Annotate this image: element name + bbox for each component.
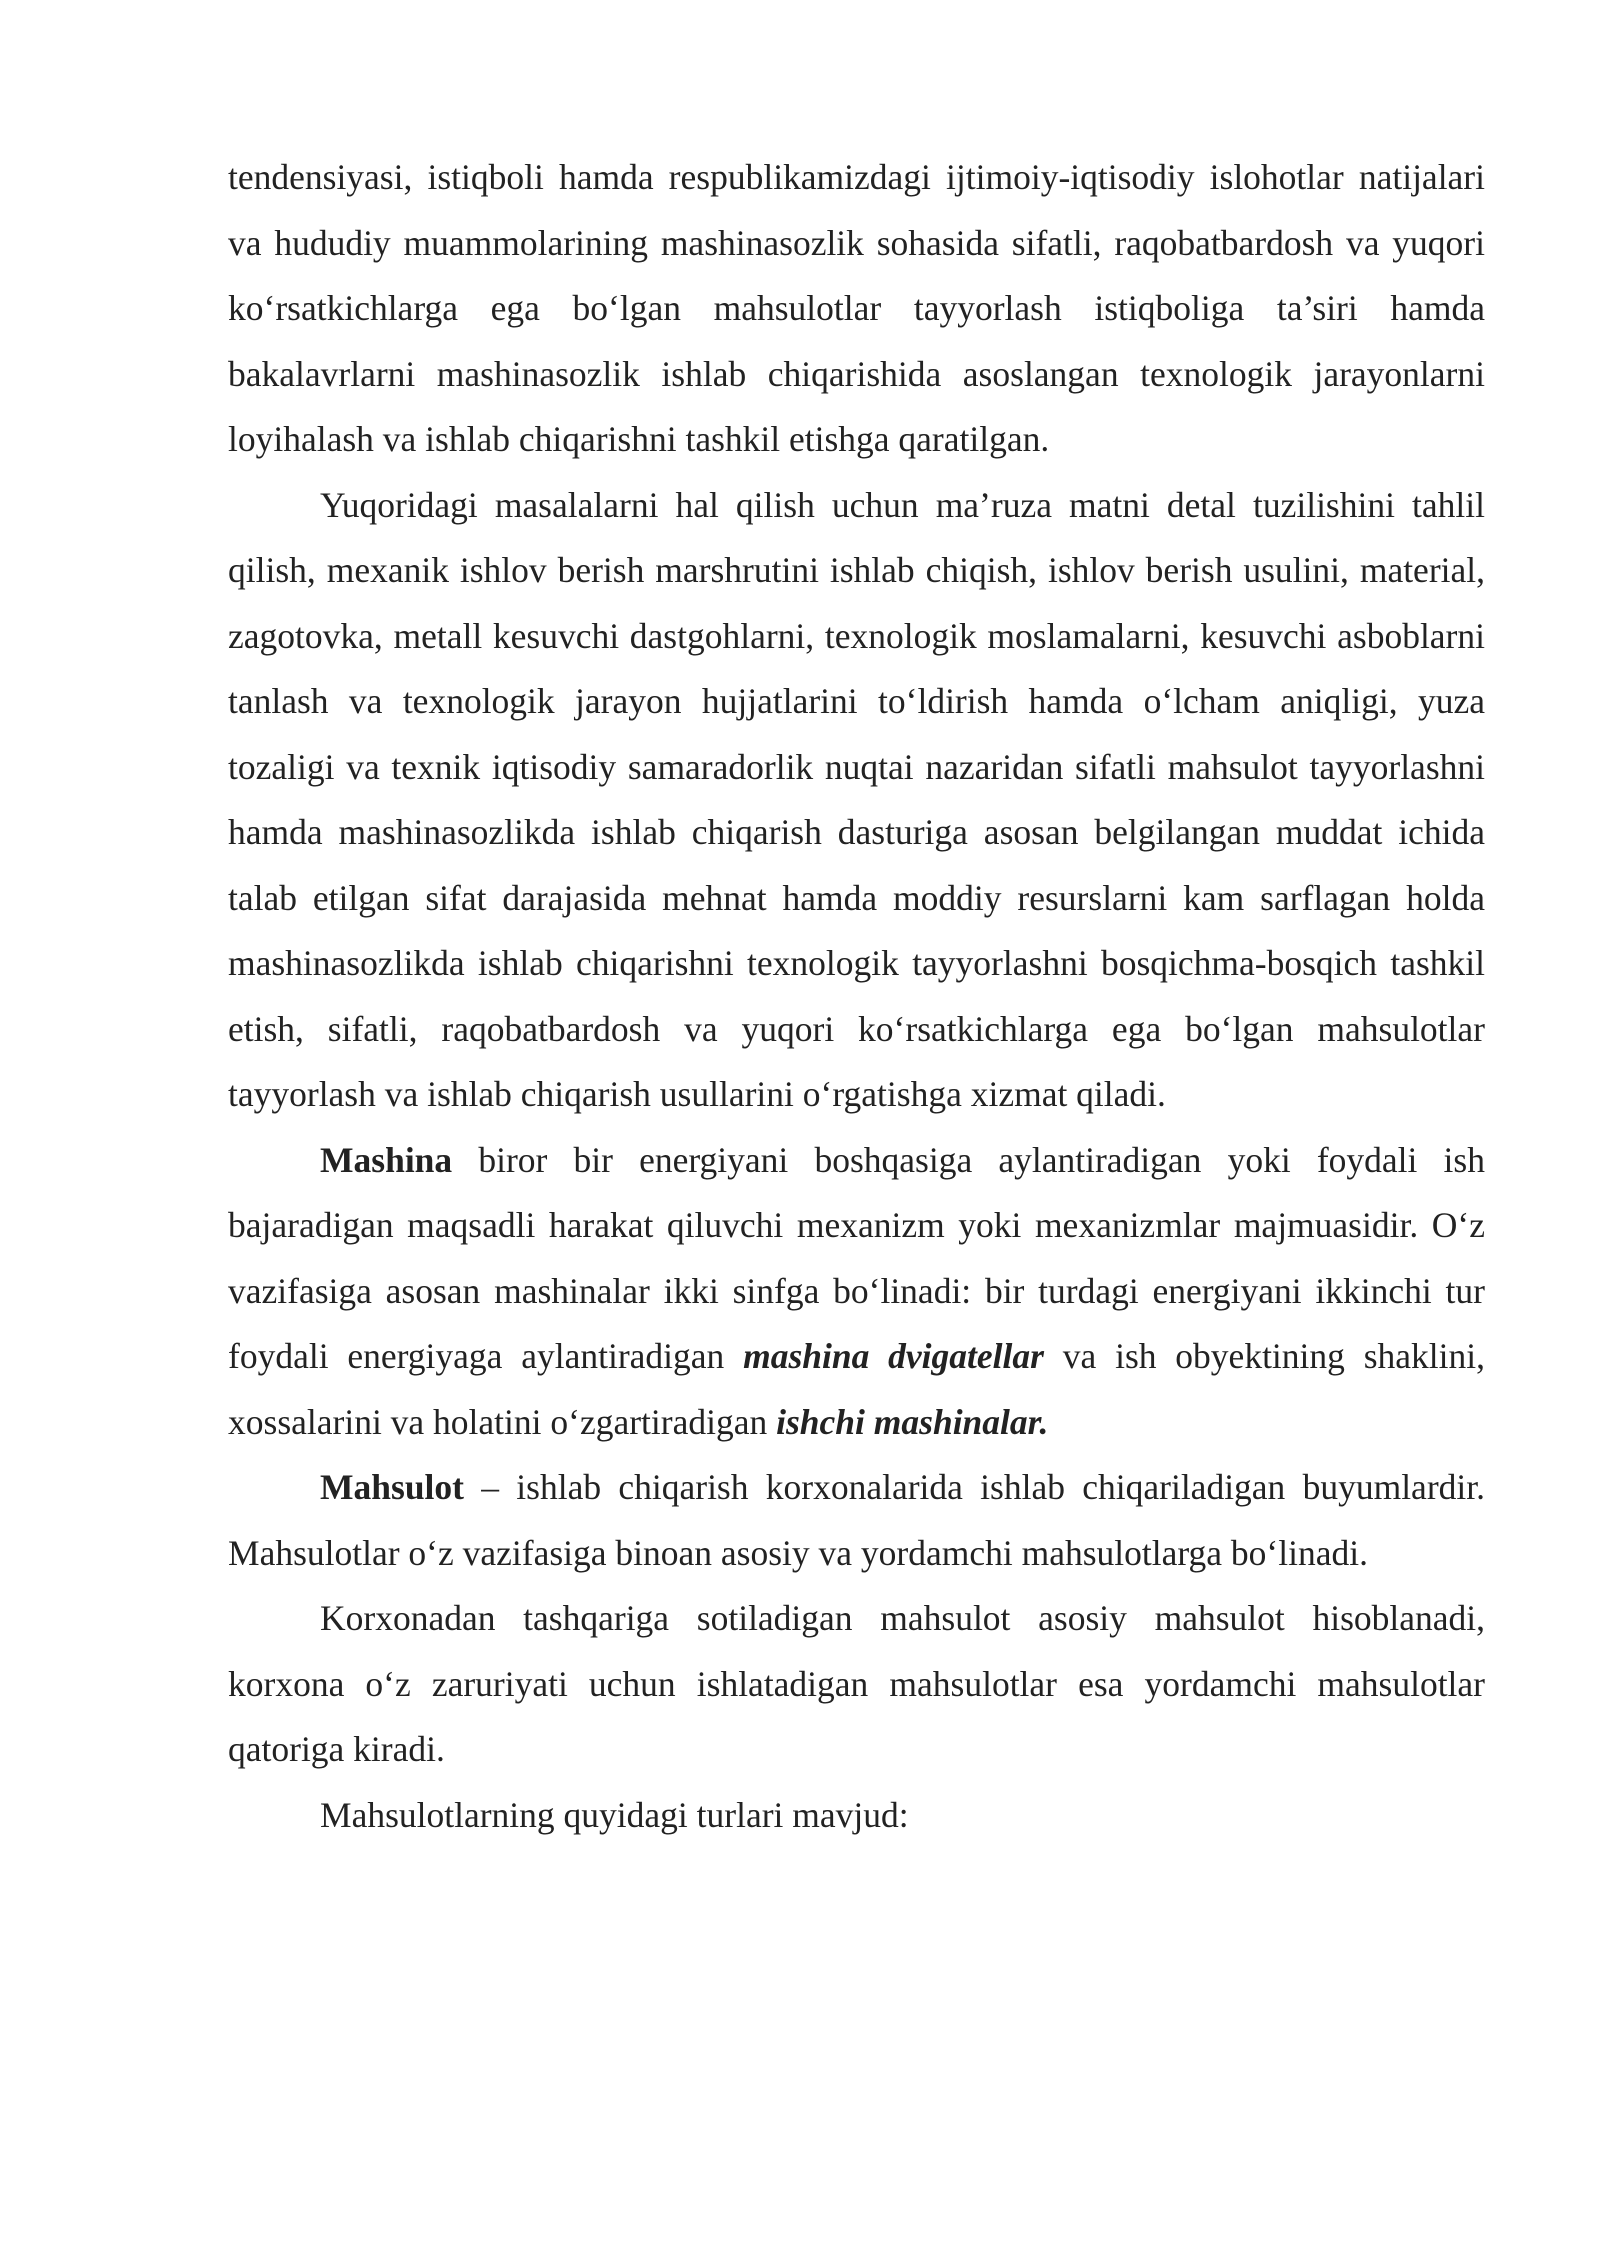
paragraph-text: – ishlab chiqarish korxonalarida ishlab chiqariladigan buyumlardir. Mahsulotlar o‘z vazifasiga binoan asosiy va yordamchi mahsulotlarga bo‘linadi. [228, 1467, 1485, 1573]
term-mashina: Mashina [320, 1139, 453, 1180]
paragraph-text: Korxonadan tashqariga sotiladigan mahsulot asosiy mahsulot hisoblanadi, korxona o‘z zaruriyati uchun ishlatadigan mahsulotlar esa yordamchi mahsulotlar qatoriga kiradi. [228, 1598, 1485, 1769]
paragraph-mahsulot-definition [228, 1455, 1485, 1586]
paragraph-text: Mahsulotlarning quyidagi turlari mavjud: [320, 1794, 909, 1835]
term-mashina-dvigatellar: mashina dvigatellar [743, 1336, 1044, 1376]
document-body [228, 145, 1485, 1848]
paragraph-continuation [228, 145, 1485, 473]
paragraph-text: tendensiyasi, istiqboli hamda respublikamizdagi ijtimoiy-iqtisodiy islohotlar natijalari va hududiy muammolarining mashinasozlik sohasida sifatli, raqobatbardosh va yuqori ko‘rsatkichlarga ega bo‘lgan mahsulotlar tayyorlash istiqboliga ta’siri hamda bakalavrlarni mashinasozlik ishlab chiqarishida asoslangan texnologik jarayonlarni loyihalash va ishlab chiqarishni tashkil etishga qaratilgan. [228, 157, 1485, 459]
paragraph-lecture-purpose [228, 473, 1485, 1128]
paragraph-text: va ish obyektining shaklini, xossalarini va holatini o‘zgartiradigan [228, 1336, 1485, 1442]
paragraph-main-auxiliary [228, 1586, 1485, 1783]
paragraph-text: biror bir energiyani boshqasiga aylantiradigan yoki foydali ish bajaradigan maqsadli harakat qiluvchi mexanizm yoki mexanizmlar majmuasidir. O‘z vazifasiga asosan mashinalar ikki sinfga bo‘linadi: bir turdagi energiyani ikkinchi tur foydali energiyaga aylantiradigan [228, 1139, 1485, 1376]
term-ishchi-mashinalar: ishchi mashinalar. [776, 1401, 1049, 1442]
term-mahsulot: Mahsulot [320, 1467, 464, 1507]
paragraph-text: Yuqoridagi masalalarni hal qilish uchun ma’ruza matni detal tuzilishini tahlil qilish, mexanik ishlov berish marshrutini ishlab chiqish, ishlov berish usulini, material, zagotovka, metall kesuvchi dastgohlarni, texnologik moslamalarni, kesuvchi asboblarni tanlash va texnologik jarayon hujjatlarini to‘ldirish hamda o‘lcham aniqligi, yuza tozaligi va texnik iqtisodiy samaradorlik nuqtai nazaridan sifatli mahsulot tayyorlashni hamda mashinasozlikda ishlab chiqarish dasturiga asosan belgilangan muddat ichida talab etilgan sifat darajasida mehnat hamda moddiy resurslarni kam sarflagan holda mashinasozlikda ishlab chiqarishni texnologik tayyorlashni bosqichma-bosqich tashkil etish, sifatli, raqobatbardosh va yuqori ko‘rsatkichlarga ega bo‘lgan mahsulotlar tayyorlash va ishlab chiqarish usullarini o‘rgatishga xizmat qiladi. [228, 484, 1485, 1114]
paragraph-product-types [228, 1783, 1485, 1849]
paragraph-mashina-definition [228, 1128, 1485, 1456]
